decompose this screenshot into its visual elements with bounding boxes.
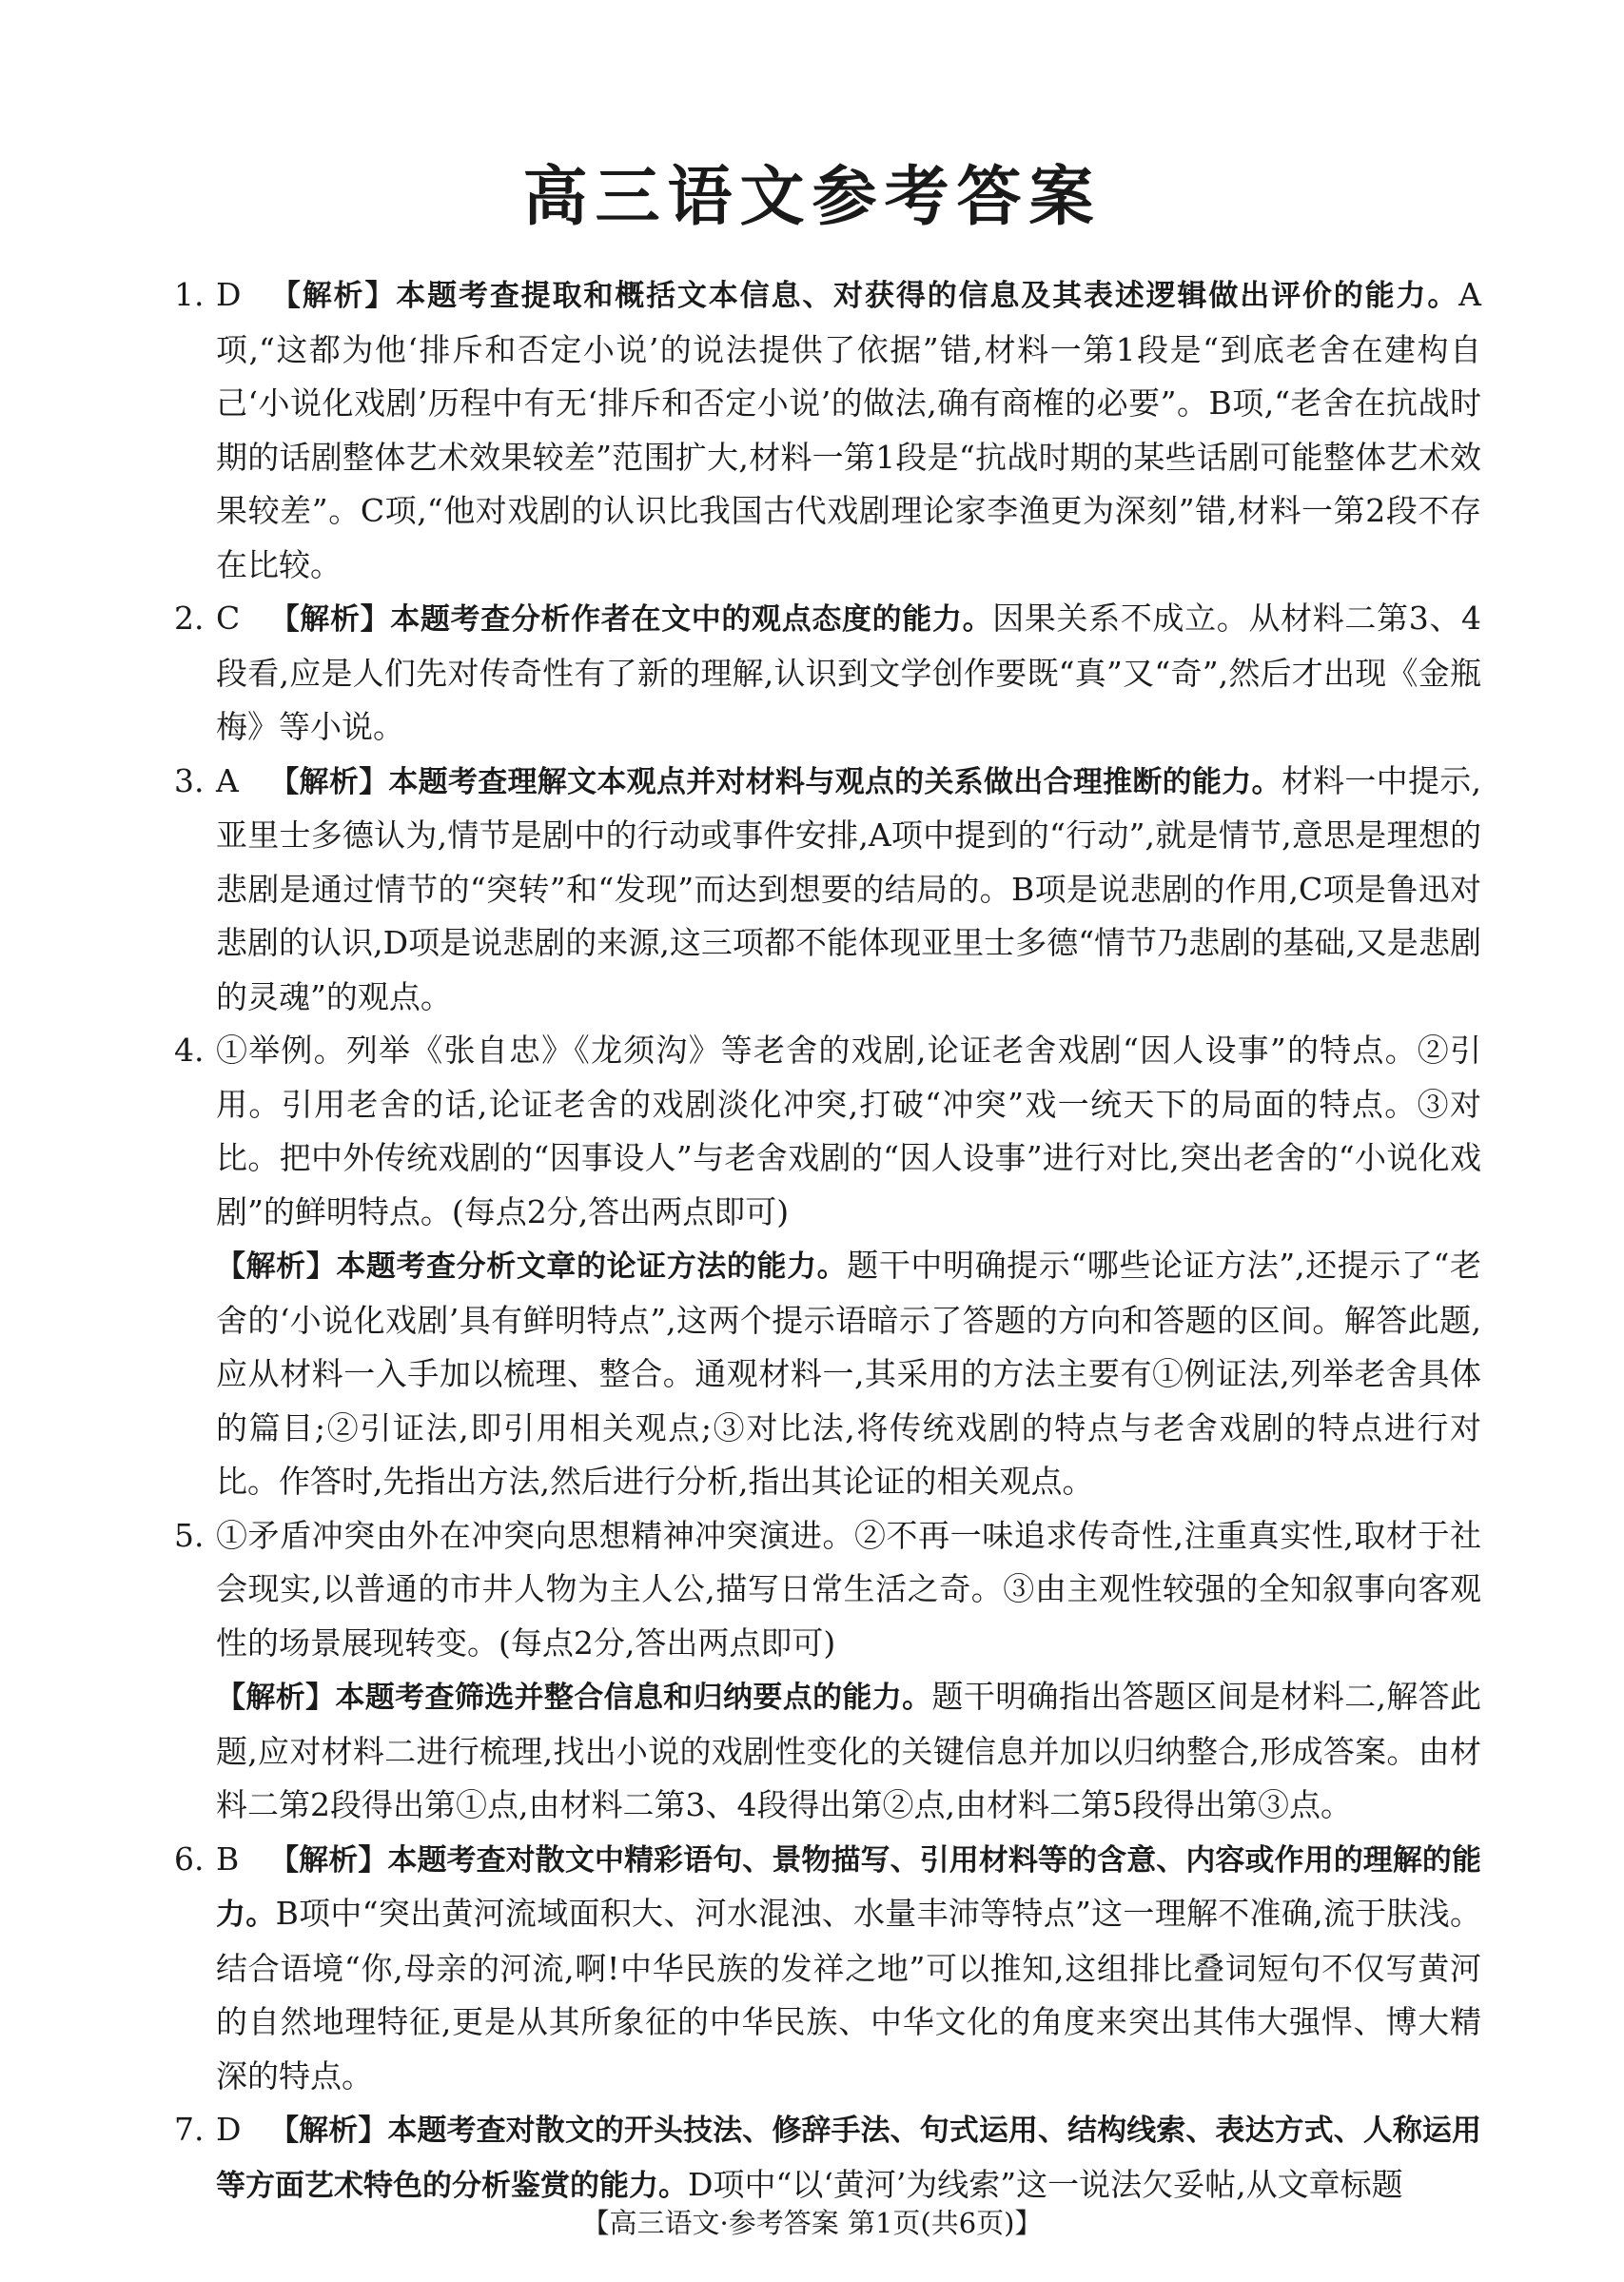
answer-list [174,268,1481,2213]
item-analysis [216,1239,1481,1509]
analysis-text: D项中“以‘黄河’为线索”这一说法欠妥帖,从文章标题 [688,2165,1403,2203]
answer-item-3 [174,755,1481,1025]
analysis-text: A项,“这都为他‘排斥和否定小说’的说法提供了依据”错,材料一第1段是“到底老舍在建构自己‘小说化戏剧’历程中有无‘排斥和否定小说’的做法,确有商榷的必要”。B项,“老舍在抗战时期的话剧整体艺术效果较差”范围扩大,材料一第1段是“抗战时期的某些话剧可能整体艺术效果较差”。C项,“他对戏剧的认识比我国古代戏剧理论家李渔更为深刻”错,材料一第2段不存在比较。 [216,276,1482,583]
analysis-statement: 本题考查提取和概括文本信息、对获得的信息及其表述逻辑做出评价的能力。 [396,279,1459,313]
page-footer: 【高三语文·参考答案 第1页(共6页)】 [581,2207,1043,2239]
item-answer: A [216,761,239,799]
analysis-statement: 本题考查筛选并整合信息和归纳要点的能力。 [335,1681,932,1715]
item-answer: D [216,2111,242,2148]
analysis-tag: 【解析】 [216,1681,336,1715]
analysis-tag: 【解析】 [269,279,397,313]
analysis-text: 题干中明确提示“哪些论证方法”,还提示了“老舍的‘小说化戏剧’具有鲜明特点”,这两个提示语暗示了答题的方向和答题的区间。解答此题,应从材料一入手加以梳理、整合。通观材料一,其采用的方法主要有①例证法,列举老舍具体的篇目;②引证法,即引用相关观点;③对比法,将传统戏剧的特点与老舍戏剧的特点进行对比。作答时,先指出方法,然后进行分析,指出其论证的相关观点。 [216,1247,1482,1500]
analysis-statement: 本题考查理解文本观点并对材料与观点的关系做出合理推断的能力。 [388,764,1282,799]
analysis-tag: 【解析】 [269,1842,388,1878]
item-number: 4. [174,1032,205,1069]
item-number: 3. [174,761,205,799]
item-analysis [216,1670,1481,1833]
analysis-text: 材料一中提示,亚里士多德认为,情节是剧中的行动或事件安排,A项中提到的“行动”,就是情节,意思是理想的悲剧是通过情节的“突转”和“发现”而达到想要的结局的。B项是说悲剧的作用,C项是鲁迅对悲剧的认识,D项是说悲剧的来源,这三项都不能体现亚里士多德“情节乃悲剧的基础,又是悲剧的灵魂”的观点。 [216,761,1482,1015]
page-title: 高三语文参考答案 [522,160,1102,235]
analysis-text: 题干明确指出答题区间是材料二,解答此题,应对材料二进行梳理,找出小说的戏剧性变化的关键信息并加以归纳整合,形成答案。由材料二第2段得出第①点,由材料二第3、4段得出第②点,由材料二第5段得出第③点。 [216,1678,1482,1823]
answer-item-2 [174,592,1481,755]
analysis-tag: 【解析】 [216,1249,337,1284]
analysis-tag: 【解析】 [269,602,391,637]
item-number: 2. [174,600,205,637]
analysis-tag: 【解析】 [269,2114,388,2148]
analysis-tag: 【解析】 [269,764,389,799]
item-answer-text: ①举例。列举《张自忠》《龙须沟》等老舍的戏剧,论证老舍戏剧“因人设事”的特点。②引用。引用老舍的话,论证老舍的戏剧淡化冲突,打破“冲突”戏一统天下的局面的特点。③对比。把中外传统戏剧的“因事设人”与老舍戏剧的“因人设事”进行对比,突出老舍的“小说化戏剧”的鲜明特点。(每点2分,答出两点即可) [216,1032,1481,1230]
answer-item-6 [174,1833,1481,2104]
item-answer: C [216,600,241,637]
answer-item-1 [174,268,1481,592]
analysis-text: B项中“突出黄河流域面积大、河水混浊、水量丰沛等特点”这一理解不准确,流于肤浅。结合语境“你,母亲的河流,啊!中华民族的发祥之地”可以推知,这组排比叠词短句不仅写黄河的自然地理特征,更是从其所象征的中华民族、中华文化的角度来突出其伟大强悍、博大精深的特点。 [216,1895,1481,2095]
analysis-statement: 本题考查分析文章的论证方法的能力。 [336,1249,848,1284]
item-number: 6. [174,1839,205,1878]
item-number: 7. [174,2111,205,2148]
analysis-statement: 本题考查对散文中精彩语句、景物描写、引用材料等的含意、内容或作用的理解的能力。 [216,1842,1482,1932]
answer-item-7 [174,2103,1481,2213]
item-answer: B [216,1839,240,1878]
item-answer-text: ①矛盾冲突由外在冲突向思想精神冲突演进。②不再一味追求传奇性,注重真实性,取材于社会现实,以普通的市井人物为主人公,描写日常生活之奇。③由主观性较强的全知叙事向客观性的场景展现转变。(每点2分,答出两点即可) [216,1516,1481,1662]
answer-item-4 [174,1024,1481,1509]
analysis-text: 因果关系不成立。从材料二第3、4段看,应是人们先对传奇性有了新的理解,认识到文学创作要既“真”又“奇”,然后才出现《金瓶梅》等小说。 [216,600,1481,745]
answer-item-5 [174,1509,1481,1833]
item-number: 5. [174,1516,205,1554]
analysis-statement: 本题考查对散文的开头技法、修辞手法、句式运用、结构线索、表达方式、人称运用等方面艺术特色的分析鉴赏的能力。 [216,2114,1482,2203]
analysis-statement: 本题考查分析作者在文中的观点态度的能力。 [390,602,993,637]
item-answer: D [216,276,242,313]
item-number: 1. [174,276,205,313]
